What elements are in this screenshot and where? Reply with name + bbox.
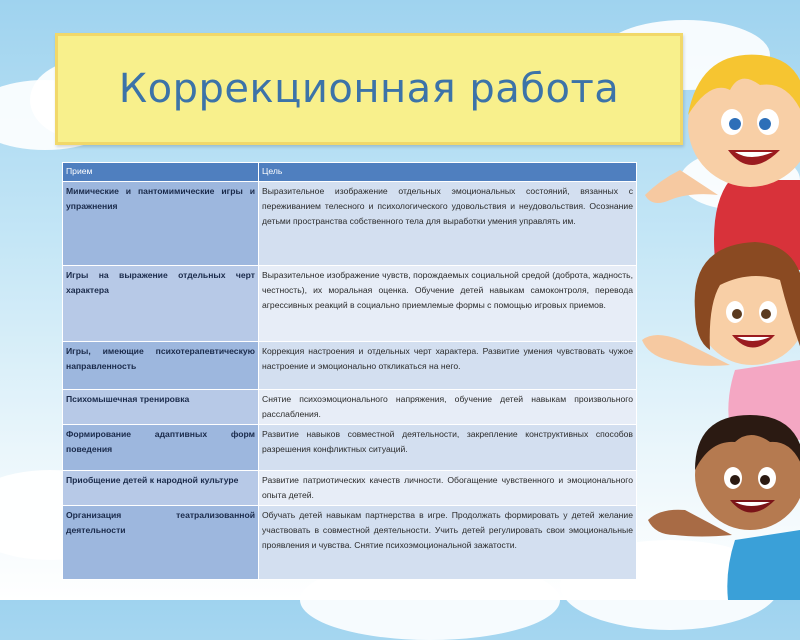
title-banner <box>55 33 683 145</box>
table-row <box>63 390 637 425</box>
method-cell: Формирование адаптивных форм поведения <box>63 425 259 471</box>
goal-cell: Обучать детей навыкам партнерства в игре. Продолжать формировать у детей желание участвовать в совместной деятельности. Учить детей регулировать свои эмоциональные проявления и чувства. Снятие психоэмоциональной зажатости. <box>259 506 637 580</box>
method-cell: Приобщение детей к народной культуре <box>63 471 259 506</box>
goal-cell: Развитие патриотических качеств личности. Обогащение чувственного и эмоционального опыта детей. <box>259 471 637 506</box>
table-header-row <box>63 163 637 182</box>
goal-cell: Снятие психоэмоционального напряжения, обучение детей навыкам произвольного расслабления. <box>259 390 637 425</box>
table-row <box>63 506 637 580</box>
brown-haired-girl-figure <box>642 242 800 440</box>
method-cell: Мимические и пантомимические игры и упражнения <box>63 182 259 266</box>
dark-haired-boy-figure <box>648 415 800 600</box>
method-cell: Организация театрализованной деятельности <box>63 506 259 580</box>
column-header-goal: Цель <box>259 163 637 182</box>
table-row <box>63 471 637 506</box>
method-cell: Психомышечная тренировка <box>63 390 259 425</box>
table-row <box>63 342 637 390</box>
page-title: Коррекционная работа <box>118 66 620 112</box>
table-row <box>63 182 637 266</box>
table-row <box>63 266 637 342</box>
goal-cell: Коррекция настроения и отдельных черт характера. Развитие умения чувствовать чужое настроение и эмоционально откликаться на него. <box>259 342 637 390</box>
column-header-method: Прием <box>63 163 259 182</box>
method-cell: Игры на выражение отдельных черт характера <box>63 266 259 342</box>
table-row <box>63 425 637 471</box>
goal-cell: Выразительное изображение чувств, порождаемых социальной средой (доброта, жадность, честность), их моральная оценка. Обучение детей навыкам самоконтроля, перевода агрессивных реакций в социально приемлемые формы с помощью игровых приемов. <box>259 266 637 342</box>
goal-cell: Выразительное изображение отдельных эмоциональных состояний, вязанных с переживанием телесного и психологического удовольствия и неудовольствия. Осознание детьми пространства собственного тела для выработки умения управлять им. <box>259 182 637 266</box>
method-cell: Игры, имеющие психотерапевтическую направленность <box>63 342 259 390</box>
goal-cell: Развитие навыков совместной деятельности, закрепление конструктивных способов разрешения конфликтных ситуаций. <box>259 425 637 471</box>
children-illustration <box>640 30 800 600</box>
blond-boy-figure <box>645 55 800 270</box>
correction-table <box>62 162 637 580</box>
